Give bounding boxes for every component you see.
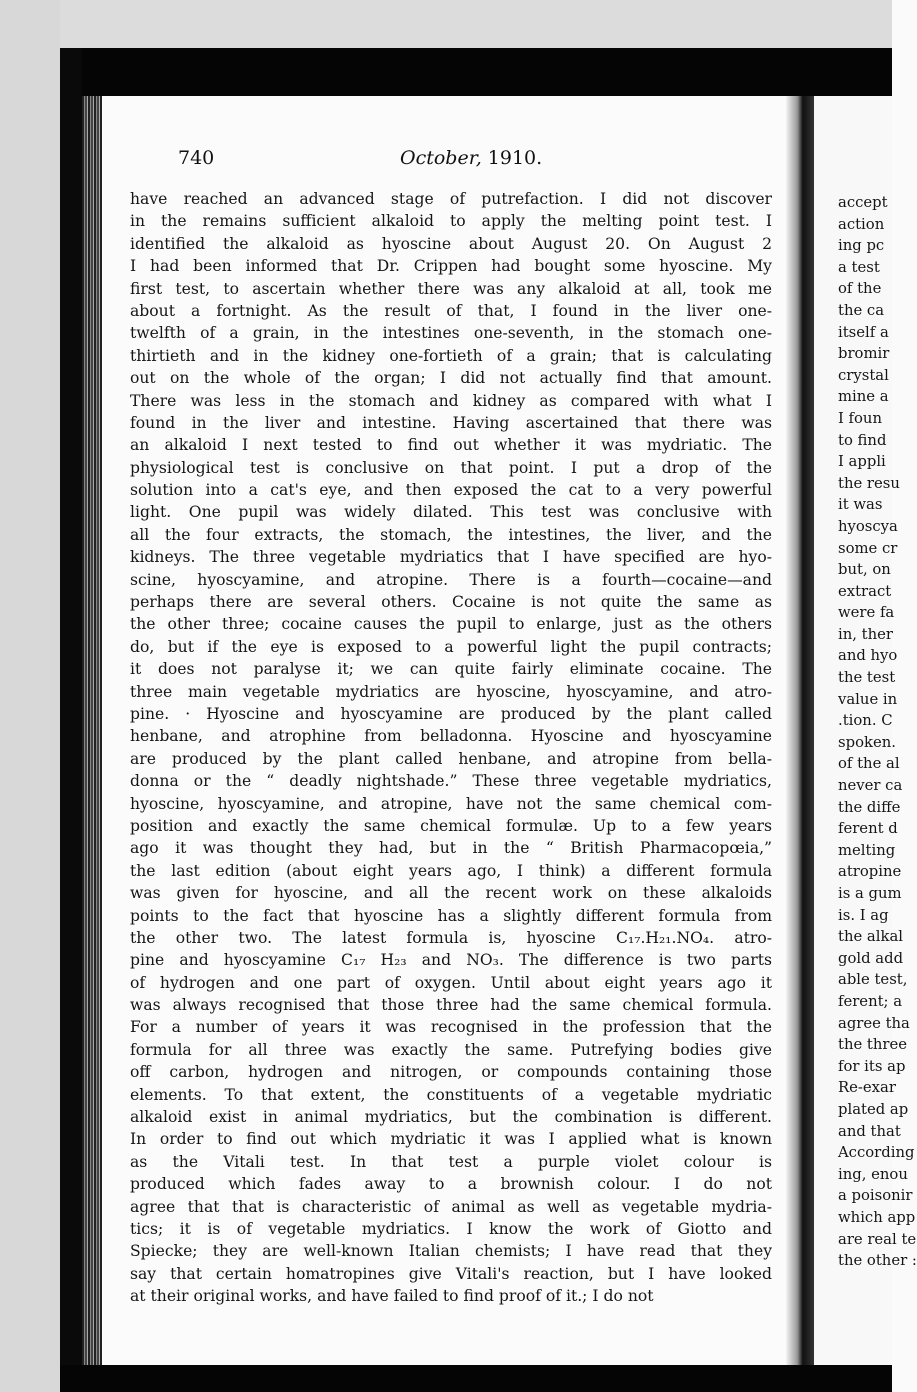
text-line-fragment: the ca (838, 301, 885, 319)
text-line-fragment: ing pc (838, 237, 885, 255)
text-line: alkaloid exist in animal mydriatics, but the combination is different. (130, 1108, 772, 1127)
scan-background-top (0, 0, 892, 50)
text-line: pine and hyoscyamine C₁₇ H₂₃ and NO₃. The difference is two parts (130, 951, 772, 970)
text-line-fragment: the alkal (838, 928, 904, 946)
text-line-fragment: the other : (838, 1252, 917, 1270)
text-line: pine. · Hyoscine and hyoscyamine are produced by the plant called (130, 704, 772, 723)
text-line: points to the fact that hyoscine has a slightly different formula from (130, 906, 772, 925)
text-line: ago it was thought they had, but in the “ British Pharmacopœia,” (130, 839, 772, 858)
text-line-fragment: were fa (838, 604, 895, 622)
text-line: was given for hyoscine, and all the recent work on these alkaloids (130, 884, 772, 903)
text-line: formula for all three was exactly the same. Putrefying bodies give (130, 1040, 772, 1059)
text-line: twelfth of a grain, in the intestines one-seventh, in the stomach one- (130, 324, 772, 343)
text-line: solution into a cat's eye, and then exposed the cat to a very powerful (130, 481, 772, 500)
text-line-fragment: melting (838, 841, 896, 859)
running-head-year: 1910. (487, 147, 543, 169)
text-line-fragment: atropine (838, 863, 902, 881)
running-head (400, 147, 542, 169)
text-line: are produced by the plant called henbane, and atropine from bella- (130, 749, 772, 768)
text-line: henbane, and atrophine from belladonna. Hyoscine and hyoscyamine (130, 727, 772, 746)
text-line: in the remains sufficient alkaloid to apply the melting point test. I (130, 212, 772, 231)
scan-border-top (60, 48, 892, 96)
text-line: Spiecke; they are well-known Italian chemists; I have read that they (130, 1242, 772, 1261)
text-line-fragment: which app (838, 1208, 916, 1226)
text-line: about a fortnight. As the result of that, I found in the liver one- (130, 301, 772, 320)
text-line: tics; it is of vegetable mydriatics. I know the work of Giotto and (130, 1219, 772, 1238)
text-line-fragment: is. I ag (838, 906, 889, 924)
text-line-fragment: extract (838, 582, 892, 600)
text-line: For a number of years it was recognised in the profession that the (130, 1018, 772, 1037)
text-line-fragment: .tion. C (838, 712, 893, 730)
text-line: all the four extracts, the stomach, the intestines, the liver, and the (130, 525, 772, 544)
text-line-fragment: value in (838, 690, 898, 708)
text-line-fragment: gold add (838, 949, 904, 967)
right-page-partial-text (838, 192, 917, 1272)
text-line: found in the liver and intestine. Having ascertained that there was (130, 413, 772, 432)
text-line-fragment: spoken. (838, 733, 896, 751)
text-line-fragment: of the (838, 280, 882, 298)
text-line-fragment: in, ther (838, 625, 893, 643)
text-line: as the Vitali test. In that test a purple violet colour is (130, 1152, 772, 1171)
book-gutter (786, 96, 814, 1366)
text-line-fragment: it was (838, 496, 883, 514)
text-line: thirtieth and in the kidney one-fortieth of a grain; that is calculating (130, 346, 772, 365)
text-line-fragment: of the al (838, 755, 900, 773)
text-line: at their original works, and have failed to find proof of it.; I do not (130, 1287, 654, 1306)
text-line-fragment: Re-exar (838, 1079, 896, 1097)
text-line-fragment: ing, enou (838, 1165, 908, 1183)
text-line-fragment: able test, (838, 971, 908, 989)
text-line: say that certain homatropines give Vitali's reaction, but I have looked (130, 1264, 772, 1283)
text-line: perhaps there are several others. Cocaine is not quite the same as (130, 593, 772, 612)
text-line: I had been informed that Dr. Crippen had bought some hyoscine. My (130, 257, 772, 276)
text-line-fragment: the three (838, 1036, 907, 1054)
text-line: agree that that is characteristic of animal as well as vegetable mydria- (130, 1197, 772, 1216)
text-line: light. One pupil was widely dilated. This test was conclusive with (130, 503, 772, 522)
text-line: off carbon, hydrogen and nitrogen, or compounds containing those (130, 1063, 772, 1082)
text-line-fragment: the diffe (838, 798, 901, 816)
text-line-fragment: is a gum (838, 885, 902, 902)
text-line-fragment: are real te (838, 1230, 917, 1248)
text-line: it does not paralyse it; we can quite fairly eliminate cocaine. The (130, 660, 772, 679)
left-page-body-text (130, 188, 772, 1308)
text-line-fragment: crystal (838, 366, 889, 384)
text-line: of hydrogen and one part of oxygen. Until about eight years ago it (130, 973, 772, 992)
text-line: do, but if the eye is exposed to a powerful light the pupil contracts; (130, 637, 772, 656)
scan-border-bottom (60, 1365, 892, 1392)
text-line: kidneys. The three vegetable mydriatics that I have specified are hyo- (130, 548, 772, 567)
text-line-fragment: I appli (838, 453, 886, 471)
text-line: In order to find out which mydriatic it was I applied what is known (130, 1130, 772, 1149)
text-line: the other three; cocaine causes the pupil to enlarge, just as the others (130, 615, 772, 634)
text-line: the other two. The latest formula is, hyoscine C₁₇.H₂₁.NO₄. atro- (130, 928, 772, 947)
scan-border-left (60, 48, 82, 1392)
text-line-fragment: never ca (838, 777, 903, 795)
text-line: scine, hyoscyamine, and atropine. There is a fourth—cocaine—and (130, 570, 772, 589)
text-line-fragment: agree tha (838, 1014, 910, 1032)
text-line-fragment: I foun (838, 409, 882, 427)
text-line-fragment: and that (838, 1122, 901, 1140)
text-line-fragment: ferent; a (838, 992, 903, 1010)
text-line: There was less in the stomach and kidney as compared with what I (130, 391, 772, 410)
text-line-fragment: According (838, 1144, 915, 1162)
text-line: identified the alkaloid as hyoscine about August 20. On August 2 (130, 234, 772, 253)
page-header (178, 147, 598, 173)
text-line: hyoscine, hyoscyamine, and atropine, have not the same chemical com- (130, 794, 772, 813)
text-line: position and exactly the same chemical formulæ. Up to a few years (130, 816, 772, 835)
text-line-fragment: mine a (838, 388, 889, 406)
text-line: an alkaloid I next tested to find out whether it was mydriatic. The (130, 436, 772, 455)
text-line-fragment: but, on (838, 561, 891, 579)
page-number: 740 (178, 147, 215, 169)
text-line: physiological test is conclusive on that point. I put a drop of the (130, 458, 772, 477)
text-line: elements. To that extent, the constituents of a vegetable mydriatic (130, 1085, 772, 1104)
text-line-fragment: plated ap (838, 1100, 909, 1118)
scan-background-left (0, 0, 60, 1392)
text-line: the last edition (about eight years ago, I think) a different formula (130, 861, 772, 880)
text-line-fragment: to find (838, 431, 887, 449)
text-line-fragment: the test (838, 669, 896, 687)
text-line: produced which fades away to a brownish colour. I do not (130, 1175, 772, 1194)
book-edge (82, 96, 102, 1392)
text-line-fragment: action (838, 215, 885, 233)
text-line-fragment: some cr (838, 539, 898, 557)
text-line-fragment: the resu (838, 474, 900, 492)
text-line: donna or the “ deadly nightshade.” These three vegetable mydriatics, (130, 772, 772, 791)
text-line: first test, to ascertain whether there was any alkaloid at all, took me (130, 279, 772, 298)
text-line: three main vegetable mydriatics are hyoscine, hyoscyamine, and atro- (130, 682, 772, 701)
text-line-fragment: and hyo (838, 647, 898, 665)
text-line-fragment: for its ap (838, 1057, 906, 1075)
running-head-month: October, (400, 147, 482, 169)
text-line: have reached an advanced stage of putrefaction. I did not discover (130, 190, 772, 208)
text-line-fragment: hyoscya (838, 517, 898, 535)
text-line-fragment: a test (838, 258, 880, 276)
text-line-fragment: ferent d (838, 820, 898, 838)
text-line-fragment: itself a (838, 323, 889, 341)
text-line: out on the whole of the organ; I did not actually find that amount. (130, 369, 772, 388)
text-line-fragment: bromir (838, 345, 890, 363)
text-line-fragment: accept (838, 194, 888, 211)
text-line: was always recognised that those three had the same chemical formula. (130, 996, 772, 1015)
text-line-fragment: a poisonir (838, 1187, 913, 1205)
